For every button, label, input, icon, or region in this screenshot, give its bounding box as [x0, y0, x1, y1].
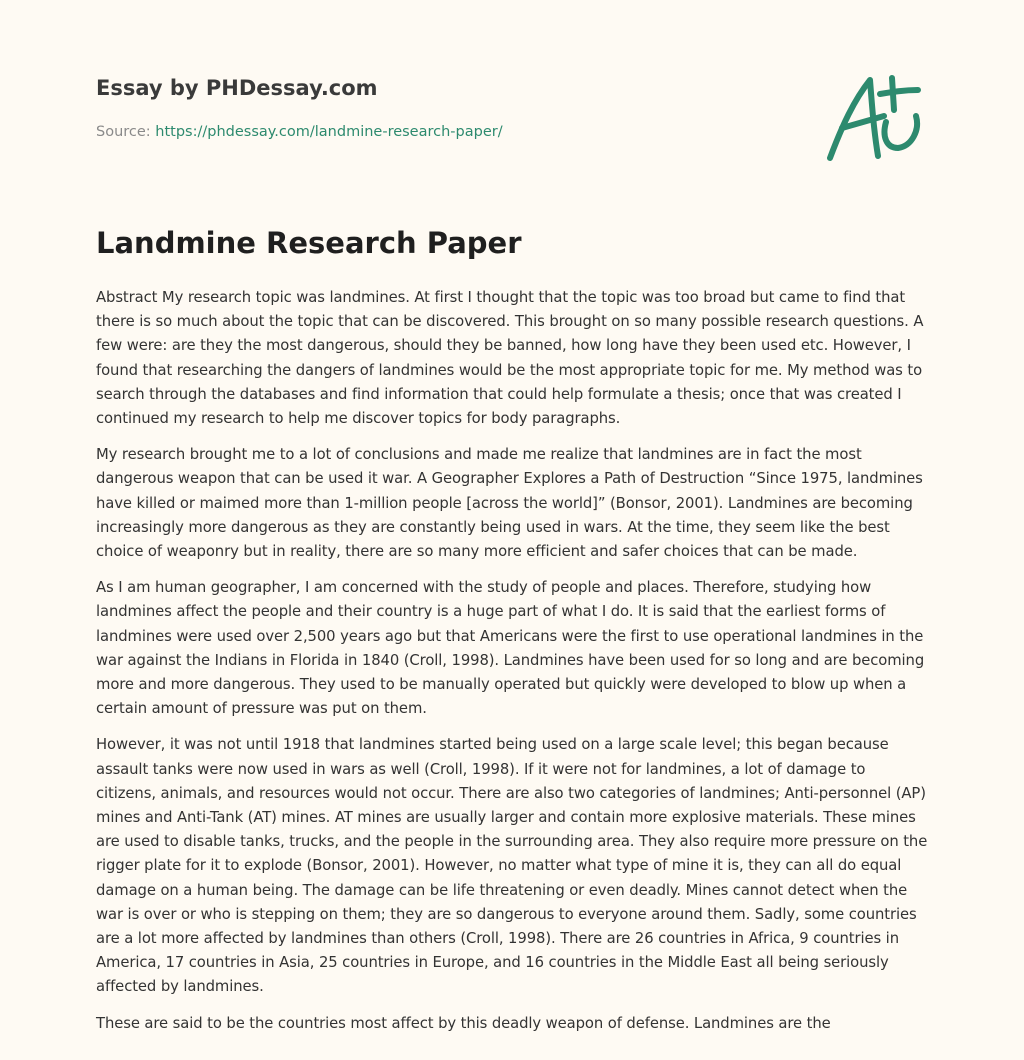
site-title: Essay by PHDessay.com: [96, 76, 378, 100]
essay-body: [96, 286, 928, 1048]
essay-paragraph: These are said to be the countries most affect by this deadly weapon of defense. Landmines are the: [96, 1014, 831, 1032]
source-link[interactable]: https://phdessay.com/landmine-research-paper/: [155, 124, 503, 140]
essay-paragraph: However, it was not until 1918 that landmines started being used on a large scale level; this began because assault tanks were now used in wars as well (Croll, 1998). If it were not for landmines, a lot of damage to citizens, animals, and resources would not occur. There are also two categories of landmines; Anti-personnel (AP) mines and Anti-Tank (AT) mines. AT mines are usually larger and contain more explosive materials. These mines are used to disable tanks, trucks, and the people in the surrounding area. They also require more pressure on the rigger plate for it to explode (Bonsor, 2001). However, no matter what type of mine it is, they can all do equal damage on a human being. The damage can be life threatening or even deadly. Mines cannot detect when the war is over or who is stepping on them; they are so dangerous to everyone around them. Sadly, some countries are a lot more affected by landmines than others (Croll, 1998). There are 26 countries in Africa, 9 countries in America, 17 countries in Asia, 25 countries in Europe, and 16 countries in the Middle East all being seriously affected by landmines.: [96, 736, 928, 996]
essay-paragraph: My research brought me to a lot of conclusions and made me realize that landmines are in fact the most dangerous weapon that can be used it war. A Geographer Explores a Path of Destruction “Since 1975, landmines have killed or maimed more than 1-million people [across the world]” (Bonsor, 2001). Landmines are becoming increasingly more dangerous as they are constantly being used in wars. At the time, they seem like the best choice of weaponry but in reality, there are so many more efficient and safer choices that can be made.: [96, 446, 923, 561]
essay-paragraph: As I am human geographer, I am concerned with the study of people and places. Therefore, studying how landmines affect the people and their country is a huge part of what I do. It is said that the earliest forms of landmines were used over 2,500 years ago but that Americans were the first to use operational landmines in the war against the Indians in Florida in 1840 (Croll, 1998). Landmines have been used for so long and are becoming more and more dangerous. They used to be manually operated but quickly were developed to blow up when a certain amount of pressure was put on them.: [96, 579, 925, 718]
essay-paragraph: Abstract My research topic was landmines. At first I thought that the topic was too broad but came to find that there is so much about the topic that can be discovered. This brought on so many possible research questions. A few were: are they the most dangerous, should they be banned, how long have they been used etc. However, I found that researching the dangers of landmines would be the most appropriate topic for me. My method was to search through the databases and find information that could help formulate a thesis; once that was created I continued my research to help me discover topics for body paragraphs.: [96, 289, 924, 428]
a-plus-grade-icon: [820, 66, 930, 166]
source-line: [96, 124, 503, 140]
source-label: Source:: [96, 124, 151, 140]
essay-title: Landmine Research Paper: [96, 226, 522, 260]
